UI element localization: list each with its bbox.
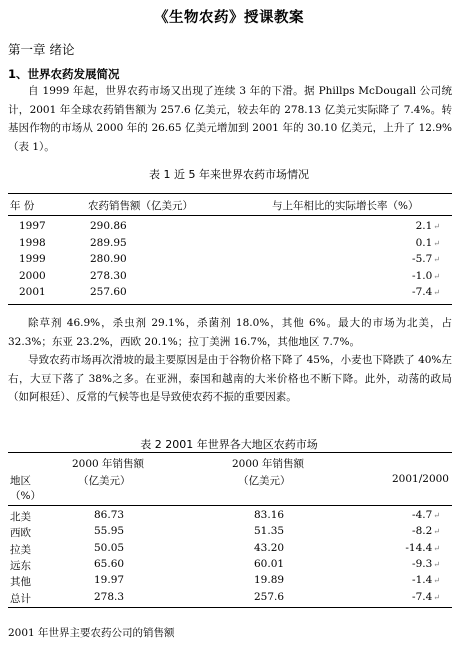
table2-header-ratio: 2001/2000 xyxy=(392,473,449,485)
market-share-text: 除草剂 46.9%，杀虫剂 29.1%，杀菌剂 18.0%，其他 6%。最大的市场为北美，占 32.3%；东亚 23.2%，西欧 20.1%；拉丁美洲 16.7%，其他地区 7.7%。 xyxy=(8,317,452,348)
table2-top-rule xyxy=(8,452,452,453)
table2-header-2001: 2000 年销售额 xyxy=(232,458,305,470)
table2-cell-2000: 278.3 xyxy=(94,590,125,603)
chapter-heading: 第一章 绪论 xyxy=(8,42,75,57)
table2-cell-2001: 83.16 xyxy=(254,509,285,521)
table1-cell-growth: 2.1↵ xyxy=(415,220,440,232)
intro-text: 自 1999 年起，世界农药市场又出现了连续 3 年的下滑。据 Phillps McDougall 公司统计，2001 年全球农药销售额为 257.6 亿美元，较去年的 278.13 亿美元实际降了 7.4%。转基因作物的市场从 2000 年的 26.65 亿美元增加到 2001 年的 30.10 亿美元，上升了 12.9%（表 1）。 xyxy=(8,85,452,153)
table1-cell-growth: -5.7↵ xyxy=(412,253,440,265)
table1-cell-year: 1997 xyxy=(19,220,46,232)
table2-cell-region: 西欧 xyxy=(10,527,31,540)
paragraph-mark-icon: ↵ xyxy=(433,527,440,537)
table1-cell-year: 1998 xyxy=(19,236,46,249)
paragraph-mark-icon: ↵ xyxy=(433,288,440,297)
table1-cell-year: 1999 xyxy=(19,253,46,265)
table2-cell-region: 总计 xyxy=(10,592,31,605)
paragraph-mark-icon: ↵ xyxy=(433,511,440,520)
table2-cell-2001: 257.6 xyxy=(254,590,285,603)
table2-caption: 表 2 2001 年世界各大地区农药市场 xyxy=(140,438,318,451)
market-share-paragraph xyxy=(8,314,452,351)
table2-header-rule xyxy=(8,505,452,506)
table2-cell-region: 远东 xyxy=(10,559,31,572)
paragraph-mark-icon: ↵ xyxy=(433,592,440,602)
table2-cell-2000: 19.97 xyxy=(94,574,125,587)
decline-cause-paragraph xyxy=(8,351,452,407)
table1-bottom-rule xyxy=(8,304,452,305)
table2-cell-2001: 51.35 xyxy=(254,525,285,538)
table2-cell-region: 拉美 xyxy=(10,543,31,556)
table1-cell-sales: 289.95 xyxy=(90,236,127,249)
paragraph-mark-icon: ↵ xyxy=(433,222,440,231)
decline-cause-text: 导致农药市场再次滑坡的最主要原因是由于谷物价格下降了 45%，小麦也下降跌了 40%左右，大豆下落了 38%之多。在亚洲，泰国和越南的大米价格也不断下降。此外，动荡的政局（如阿根廷）、反常的气候等也是导致使农药不振的重要因素。 xyxy=(8,354,452,403)
table1-cell-growth: -7.4↵ xyxy=(412,286,440,298)
table2-cell-2000: 65.60 xyxy=(94,557,125,570)
table1-cell-year: 2000 xyxy=(19,269,46,282)
table2-header-2000: 2000 年销售额 xyxy=(72,458,145,470)
table1-top-rule xyxy=(8,193,452,194)
table2-cell-2001: 43.20 xyxy=(254,541,285,554)
table1-cell-sales: 257.60 xyxy=(90,286,127,298)
paragraph-mark-icon: ↵ xyxy=(433,543,440,553)
table1-cell-sales: 290.86 xyxy=(90,220,127,232)
table1-header-growth: 与上年相比的实际增长率（%） xyxy=(272,200,419,212)
table2-cell-2001: 60.01 xyxy=(254,557,285,570)
table2-header-2000-unit: （亿美元） xyxy=(78,475,131,487)
table1-caption: 表 1 近 5 年来世界农药市场情况 xyxy=(149,168,309,181)
table2-header-region: 地区 xyxy=(10,475,31,487)
intro-paragraph xyxy=(8,82,452,156)
footer-caption: 2001 年世界主要农药公司的销售额 xyxy=(8,627,175,639)
table2-cell-region: 北美 xyxy=(10,511,31,523)
table2-cell-ratio: -4.7↵ xyxy=(412,509,440,521)
table2-cell-2000: 55.95 xyxy=(94,525,125,538)
table1-cell-sales: 278.30 xyxy=(90,269,127,282)
paragraph-mark-icon: ↵ xyxy=(433,255,440,264)
table1-cell-growth: -1.0↵ xyxy=(412,269,440,282)
paragraph-mark-icon: ↵ xyxy=(433,559,440,569)
table2-bottom-rule xyxy=(8,607,452,608)
table2-cell-region: 其他 xyxy=(10,576,31,589)
table2-cell-2000: 86.73 xyxy=(94,509,125,521)
table2-cell-ratio: -1.4↵ xyxy=(412,574,440,587)
table1-cell-sales: 280.90 xyxy=(90,253,127,265)
table2-cell-2000: 50.05 xyxy=(94,541,125,554)
paragraph-mark-icon: ↵ xyxy=(433,238,440,248)
paragraph-mark-icon: ↵ xyxy=(433,576,440,586)
table2-header-region-unit: （%） xyxy=(10,490,41,502)
table1-header-rule xyxy=(8,215,452,216)
table1-header-year: 年 份 xyxy=(10,200,35,212)
table2-cell-ratio: -7.4↵ xyxy=(412,590,440,603)
table2-cell-2001: 19.89 xyxy=(254,574,285,587)
paragraph-mark-icon: ↵ xyxy=(433,271,440,281)
document-title: 《生物农药》授课教案 xyxy=(154,10,304,26)
table2-header-2001-unit: （亿美元） xyxy=(238,475,291,487)
table1-cell-year: 2001 xyxy=(19,286,46,298)
section-heading: 1、世界农药发展简况 xyxy=(8,67,120,81)
table2-cell-ratio: -9.3↵ xyxy=(412,557,440,570)
table2-cell-ratio: -14.4↵ xyxy=(405,541,440,554)
table2-cell-ratio: -8.2↵ xyxy=(412,525,440,538)
table1-header-sales: 农药销售额（亿美元） xyxy=(88,200,193,212)
table1-cell-growth: 0.1↵ xyxy=(415,236,440,249)
